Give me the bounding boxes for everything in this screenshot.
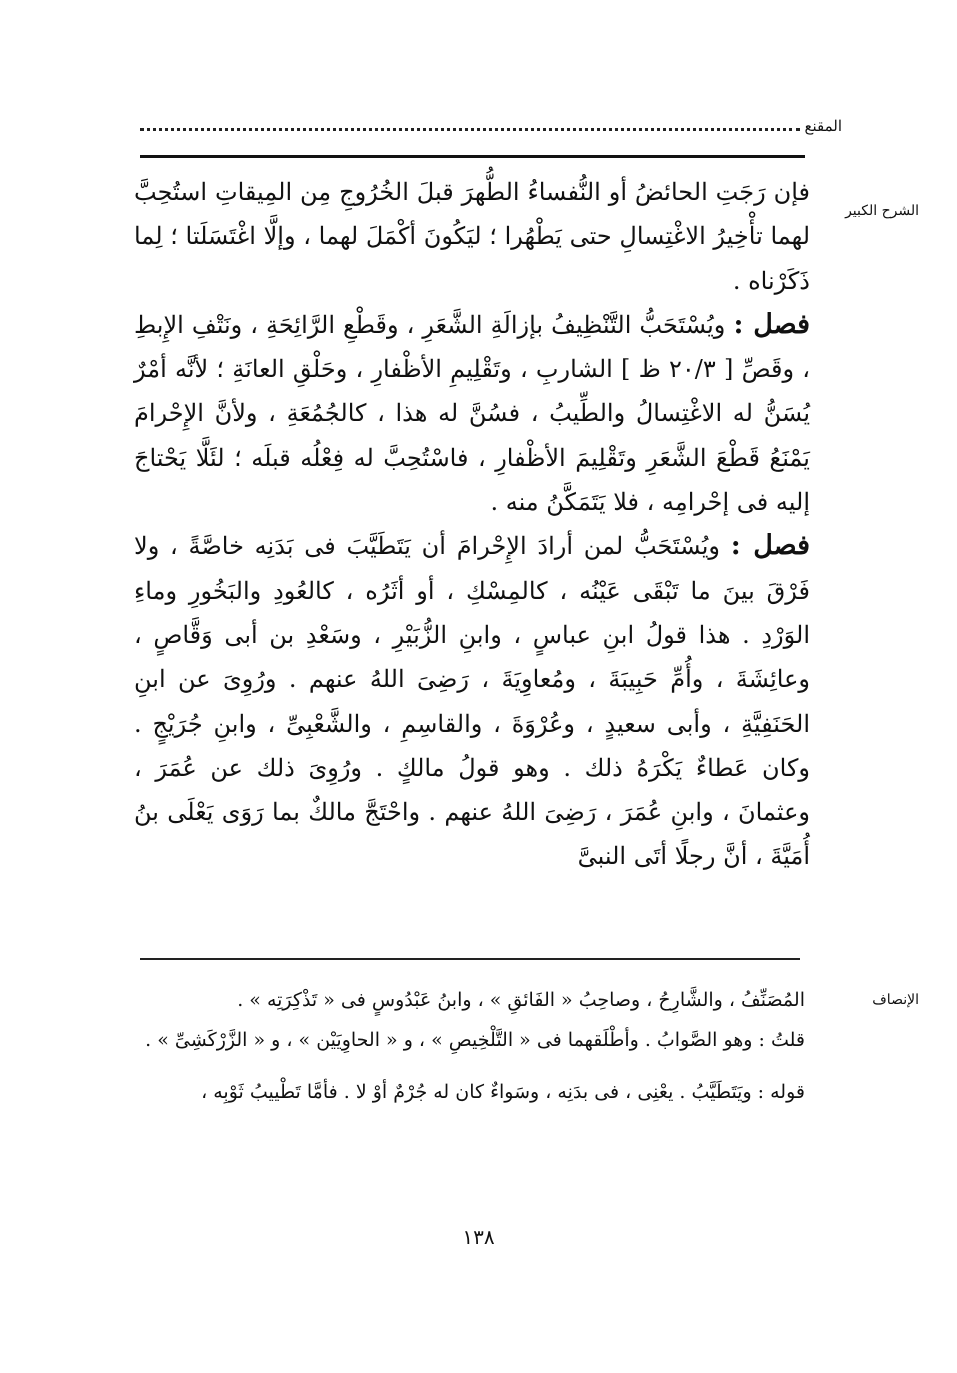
fasl-heading-1: فصل : (733, 308, 810, 340)
margin-label-sharh: الشرح الكبير (845, 203, 919, 219)
paragraph-2 (134, 303, 810, 524)
running-head: المقنع (804, 117, 842, 135)
margin-label-insaf: الإنصاف (872, 992, 919, 1008)
dotted-rule (140, 128, 800, 131)
footnote-rule (140, 958, 800, 960)
insaf-line-2: قلتُ : وهو الصَّوابُ . وأطْلَقهما فى « التَّلْخِيصِ » ، و « الحاوِيَيْن » ، و « الزَّرْكَشِىِّ » . (145, 1029, 805, 1051)
fasl-heading-2: فصل : (730, 530, 810, 562)
paragraph-1: فإن رَجَتِ الحائضُ أو النُّفساءُ الطُّهرَ قبلَ الخُرُوجِ مِن المِيقاتِ استُحِبَّ لهما تأْخِيرُ الاغْتِسالِ حتى يَطْهُرا ؛ ليَكُونَ أكْمَلَ لهما ، وإلَّا اغْتَسَلَتا ؛ لِما ذَكَرْناه . (134, 178, 810, 295)
insaf-text (120, 980, 805, 1112)
paragraph-3 (134, 524, 810, 878)
paragraph-3-text: ويُسْتَحَبُّ لمن أرادَ الإِحْرامَ أن يَتَطَيَّبَ فى بَدَنِه خاصَّةً ، ولا فَرْقَ بينَ ما تَبْقَى عَيْنُه ، كالمِسْكِ ، أو أثَرُه ، كالعُودِ والبَخُورِ وماءِ الوَرْدِ . هذا قولُ ابنِ عباسٍ ، وابنِ الزُّبَيْرِ ، وسَعْدِ بن أبى وَقَّاصٍ ، وعائِشَةَ ، وأُمِّ حَبِيبَةَ ، ومُعاوِيَةَ ، رَضِىَ اللهُ عنهم . ورُوِىَ عن ابنِ الحَنَفِيَّةِ ، وأبى سعيدٍ ، وعُرْوَةَ ، والقاسِمِ ، والشَّعْبِىِّ ، وابنِ جُرَيْجٍ . وكان عَطاءٌ يَكْرَهُ ذلك . وهو قولُ مالكٍ . ورُوِىَ ذلك عن عُمَرَ ، وعثمانَ ، وابنِ عُمَرَ ، رَضِىَ اللهُ عنهم . واحْتَجَّ مالكٌ بما رَوَى يَعْلَى بنُ أُمَيَّةَ ، أنَّ رجلًا أتَى النبىَّ (134, 532, 810, 871)
paragraph-2-text: ويُسْتَحَبُّ التَّنْظِيفُ بإزالَةِ الشَّعَرِ ، وقَطْعِ الرَّائِحَةِ ، ونَتْفِ الإِبطِ ، وقَصِّ [ ٢٠/٣ ظ ] الشاربِ ، وتَقْلِيمِ الأظْفارِ ، وحَلْقِ العانَةِ ؛ لأنَّه أمْرٌ يُسَنُّ له الاغْتِسالُ والطِّيبُ ، فسُنَّ له هذا ، كالجُمُعَةِ ، ولأنَّ الإِحْرامَ يَمْنَعُ قَطْعَ الشَّعَرِ وتَقْلِيمَ الأظْفارِ ، فاسْتُحِبَّ له فِعْلُه قبلَه ؛ لئَلَّا يَحْتاجَ إليه فى إحْرامِه ، فلا يَتَمَكَّنُ منه . (134, 310, 810, 517)
main-text (134, 170, 810, 879)
header-rule (140, 155, 805, 158)
page-number: ١٣٨ (462, 1225, 495, 1249)
insaf-commentary: قوله : ويَتَطَيَّبُ . يعْنِى ، فى بدَنِه ، وسَواءٌ كان له جُرْمٌ أوْ لا . فأمَّا تَطْييبُ ثَوْبِه ، (201, 1081, 805, 1103)
insaf-line-1: المُصَنِّفُ ، والشَّارِحُ ، وصاحِبُ « الفَائقِ » ، وابنُ عَبْدُوسٍ فى « تَذْكِرَتِه » . (237, 989, 805, 1011)
